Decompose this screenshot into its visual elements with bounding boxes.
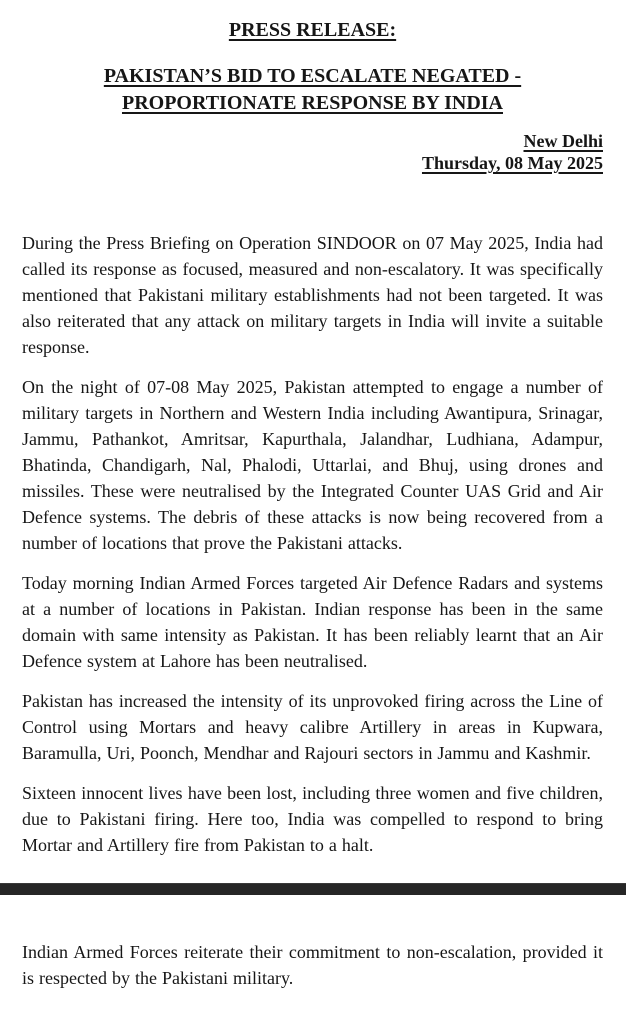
document-title (22, 63, 603, 117)
dateline-date: Thursday, 08 May 2025 (421, 153, 603, 173)
body-paragraph-1: During the Press Briefing on Operation SINDOOR on 07 May 2025, India had called its response as focused, measured and non-escalatory. It was specifically mentioned that Pakistani military establishments had not been targeted. It was also reiterated that any attack on military targets in India will invite a suitable response. (22, 233, 603, 357)
body-paragraph-3: Today morning Indian Armed Forces targeted Air Defence Radars and systems at a number of locations in Pakistan. Indian response has been in the same domain with same intensity as Pakistan. It has been reliably learnt that an Air Defence system at Lahore has been neutralised. (22, 573, 603, 671)
press-release-heading-text: PRESS RELEASE: (228, 19, 397, 41)
body-paragraph-2: On the night of 07-08 May 2025, Pakistan attempted to engage a number of military targets in Northern and Western India including Awantipura, Srinagar, Jammu, Pathankot, Amritsar, Kapurthala, Jalandhar, Ludhiana, Adampur, Bhatinda, Chandigarh, Nal, Phalodi, Uttarlai, and Bhuj, using drones and missiles. These were neutralised by the Integrated Counter UAS Grid and Air Defence systems. The debris of these attacks is now being recovered from a number of locations that prove the Pakistani attacks. (22, 377, 603, 553)
dateline (22, 130, 603, 174)
document-closing (22, 939, 603, 991)
page-break-separator (0, 883, 626, 895)
press-release-heading (22, 18, 603, 42)
document-title-line-1: PAKISTAN’S BID TO ESCALATE NEGATED - (103, 65, 522, 87)
body-paragraph-5: Sixteen innocent lives have been lost, including three women and five children, due to Pakistani firing. Here too, India was compelled to respond to bring Mortar and Artillery fire from Pakistan to a halt. (22, 783, 603, 855)
closing-paragraph: Indian Armed Forces reiterate their commitment to non-escalation, provided it is respected by the Pakistani military. (22, 942, 603, 988)
document-body (22, 230, 603, 858)
dateline-place: New Delhi (523, 131, 603, 151)
body-paragraph-4: Pakistan has increased the intensity of its unprovoked firing across the Line of Control using Mortars and heavy calibre Artillery in areas in Kupwara, Baramulla, Uri, Poonch, Mendhar and Rajouri sectors in Jammu and Kashmir. (22, 691, 603, 763)
document-title-line-2: PROPORTIONATE RESPONSE BY INDIA (121, 92, 503, 114)
